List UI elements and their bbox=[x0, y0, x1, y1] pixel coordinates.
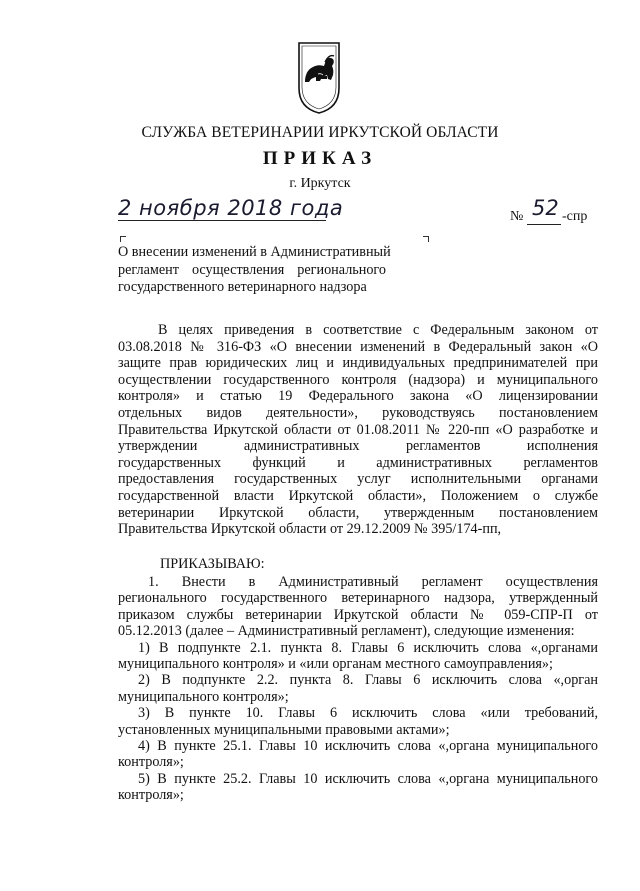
text-line: предоставления государственных услуг исполнительными органами bbox=[118, 471, 598, 488]
item-line: муниципального контроля» и «или органам местного самоуправления»; bbox=[118, 656, 553, 673]
text-line: ветеринарии Иркутской области, утвержденным постановлением bbox=[118, 504, 598, 521]
item-line: 1) В подпункте 2.1. пункта 8. Главы 6 исключить слова «,органами bbox=[138, 639, 598, 656]
subject-line: государственного ветеринарного надзора bbox=[118, 279, 367, 295]
subject-corner-left bbox=[120, 236, 126, 242]
document-type-title: ПРИКАЗ bbox=[262, 148, 378, 169]
item-line: регионального государственного ветеринарного надзора, утвержденный bbox=[118, 590, 598, 607]
item-line: 05.12.2013 (далее – Административный регламент), следующие изменения: bbox=[118, 623, 575, 640]
text-line: защите прав юридических лиц и индивидуальных предпринимателей при bbox=[118, 355, 598, 372]
order-items bbox=[118, 574, 598, 804]
coat-of-arms-emblem bbox=[296, 40, 342, 116]
date-underline bbox=[118, 220, 326, 221]
item-line: контроля»; bbox=[118, 754, 184, 771]
subject-line: регламент осуществления регионального bbox=[118, 261, 386, 278]
organization-name: СЛУЖБА ВЕТЕРИНАРИИ ИРКУТСКОЙ ОБЛАСТИ bbox=[141, 124, 499, 141]
subject-line: О внесении изменений в Административный bbox=[118, 244, 391, 260]
text-line: контроля» и статью 19 Федерального закона «О лицензировании bbox=[118, 388, 598, 405]
text-line: государственных функций и административных регламентов bbox=[118, 454, 598, 471]
handwritten-order-number: 52 bbox=[532, 196, 559, 220]
item-line: 1. Внести в Административный регламент осуществления bbox=[148, 574, 598, 590]
text-line: В целях приведения в соответствие с Федеральным законом от bbox=[158, 322, 598, 338]
text-line: отдельных видов деятельности», руководствуясь постановлением bbox=[118, 404, 598, 421]
text-line: государственной власти Иркутской области», Положением о службе bbox=[118, 487, 598, 504]
text-line: осуществлении государственного контроля (надзора) и муниципального bbox=[118, 371, 598, 388]
text-line: Правительства Иркутской области от 29.12.2009 № 395/174-пп, bbox=[118, 521, 502, 538]
city-line: г. Иркутск bbox=[289, 176, 351, 191]
item-line: 3) В пункте 10. Главы 6 исключить слова «или требований, bbox=[138, 705, 598, 722]
handwritten-date: 2 ноября 2018 года bbox=[118, 196, 344, 220]
text-line: 03.08.2018 № 316-ФЗ «О внесении изменений в Федеральный закон «О bbox=[118, 338, 598, 355]
document-subject bbox=[118, 244, 391, 297]
number-sign: № bbox=[510, 209, 524, 224]
order-heading: ПРИКАЗЫВАЮ: bbox=[160, 556, 265, 572]
item-line: муниципального контроля»; bbox=[118, 688, 289, 705]
text-line: утверждении административных регламентов исполнения bbox=[118, 438, 598, 455]
text-line: Правительства Иркутской области от 01.08.2011 № 220-пп «О разработке и bbox=[118, 421, 598, 438]
subject-corner-right bbox=[423, 236, 429, 242]
preamble-paragraph bbox=[118, 322, 598, 538]
item-line: установленных муниципальными правовыми актами»; bbox=[118, 721, 450, 738]
item-line: 4) В пункте 25.1. Главы 10 исключить слова «,органа муниципального bbox=[138, 738, 598, 755]
item-line: приказом службы ветеринарии Иркутской области № 059-СПР-П от bbox=[118, 606, 598, 623]
item-line: контроля»; bbox=[118, 787, 184, 804]
item-line: 5) В пункте 25.2. Главы 10 исключить слова «,органа муниципального bbox=[138, 770, 598, 787]
number-suffix: -спр bbox=[562, 209, 588, 224]
number-underline bbox=[527, 224, 561, 225]
item-line: 2) В подпункте 2.2. пункта 8. Главы 6 исключить слова «,орган bbox=[138, 672, 598, 689]
